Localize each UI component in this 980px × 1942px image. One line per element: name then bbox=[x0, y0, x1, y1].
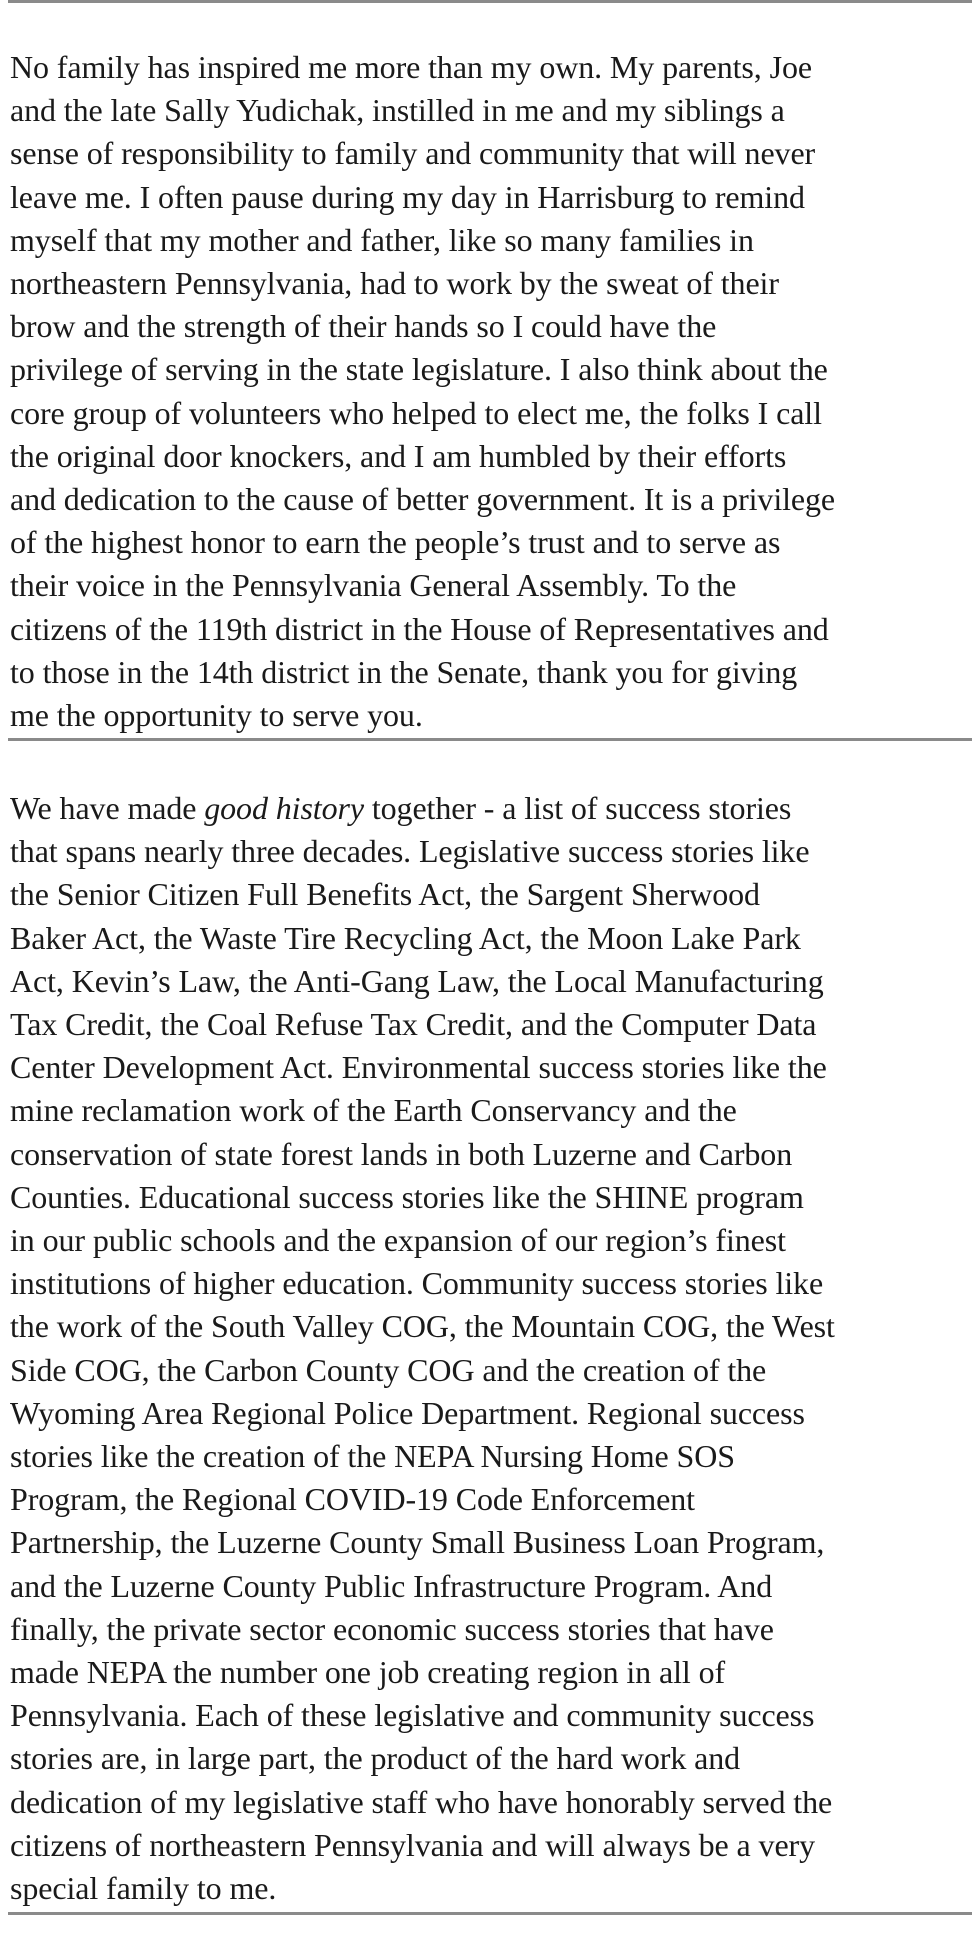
text-line: Act, Kevin’s Law, the Anti-Gang Law, the Local Manufacturing bbox=[10, 962, 824, 999]
text-line: the original door knockers, and I am humbled by their efforts bbox=[10, 437, 787, 474]
text-line: to those in the 14th district in the Senate, thank you for giving bbox=[10, 653, 798, 690]
text-line: sense of responsibility to family and community that will never bbox=[10, 135, 816, 172]
text-line: special family to me. bbox=[10, 1870, 277, 1907]
text-line: Tax Credit, the Coal Refuse Tax Credit, and the Computer Data bbox=[10, 1006, 817, 1043]
text-line: me the opportunity to serve you. bbox=[10, 697, 423, 734]
text-run: together - a list of success stories bbox=[363, 790, 792, 826]
text-line: citizens of the 119th district in the House of Representatives and bbox=[10, 610, 829, 647]
text-line: in our public schools and the expansion of our region’s finest bbox=[10, 1222, 786, 1259]
text-line-first bbox=[10, 787, 972, 830]
paragraph-family bbox=[10, 46, 972, 737]
text-line: core group of volunteers who helped to elect me, the folks I call bbox=[10, 394, 822, 431]
text-line: and the late Sally Yudichak, instilled in me and my siblings a bbox=[10, 92, 785, 129]
text-line: made NEPA the number one job creating region in all of bbox=[10, 1654, 726, 1691]
text-line: Baker Act, the Waste Tire Recycling Act, the Moon Lake Park bbox=[10, 919, 801, 956]
text-line: leave me. I often pause during my day in Harrisburg to remind bbox=[10, 178, 805, 215]
text-line: Partnership, the Luzerne County Small Business Loan Program, bbox=[10, 1524, 825, 1561]
text-line: mine reclamation work of the Earth Conservancy and the bbox=[10, 1092, 737, 1129]
text-line: citizens of northeastern Pennsylvania and will always be a very bbox=[10, 1826, 815, 1863]
bottom-divider bbox=[8, 1912, 972, 1915]
text-line: Wyoming Area Regional Police Department. Regional success bbox=[10, 1394, 805, 1431]
top-divider bbox=[8, 0, 972, 3]
emphasis-text: good history bbox=[204, 790, 364, 826]
text-line: Pennsylvania. Each of these legislative and community success bbox=[10, 1697, 815, 1734]
text-line: dedication of my legislative staff who have honorably served the bbox=[10, 1783, 833, 1820]
text-line: that spans nearly three decades. Legislative success stories like bbox=[10, 833, 810, 870]
text-line: and the Luzerne County Public Infrastructure Program. And bbox=[10, 1567, 773, 1604]
text-line: Center Development Act. Environmental success stories like the bbox=[10, 1049, 827, 1086]
text-line: finally, the private sector economic success stories that have bbox=[10, 1610, 774, 1647]
text-line: Program, the Regional COVID-19 Code Enforcement bbox=[10, 1481, 695, 1518]
text-line: stories are, in large part, the product of the hard work and bbox=[10, 1740, 741, 1777]
text-line: the Senior Citizen Full Benefits Act, the Sargent Sherwood bbox=[10, 876, 760, 913]
text-line: conservation of state forest lands in both Luzerne and Carbon bbox=[10, 1135, 793, 1172]
text-line: No family has inspired me more than my own. My parents, Joe bbox=[10, 49, 812, 85]
text-line: brow and the strength of their hands so I could have the bbox=[10, 308, 717, 345]
text-line: of the highest honor to earn the people’s trust and to serve as bbox=[10, 524, 781, 561]
text-line: Counties. Educational success stories like the SHINE program bbox=[10, 1178, 804, 1215]
paragraph-history bbox=[10, 787, 972, 1910]
text-line: Side COG, the Carbon County COG and the creation of the bbox=[10, 1351, 767, 1388]
text-line: northeastern Pennsylvania, had to work by the sweat of their bbox=[10, 265, 779, 302]
text-line: their voice in the Pennsylvania General Assembly. To the bbox=[10, 567, 737, 604]
text-line: institutions of higher education. Community success stories like bbox=[10, 1265, 824, 1302]
text-line: the work of the South Valley COG, the Mountain COG, the West bbox=[10, 1308, 835, 1345]
text-line: myself that my mother and father, like so many families in bbox=[10, 221, 754, 258]
text-line: and dedication to the cause of better government. It is a privilege bbox=[10, 481, 836, 518]
text-line: stories like the creation of the NEPA Nursing Home SOS bbox=[10, 1438, 735, 1475]
middle-divider bbox=[8, 738, 972, 741]
text-run: We have made bbox=[10, 790, 205, 826]
text-line: privilege of serving in the state legislature. I also think about the bbox=[10, 351, 828, 388]
